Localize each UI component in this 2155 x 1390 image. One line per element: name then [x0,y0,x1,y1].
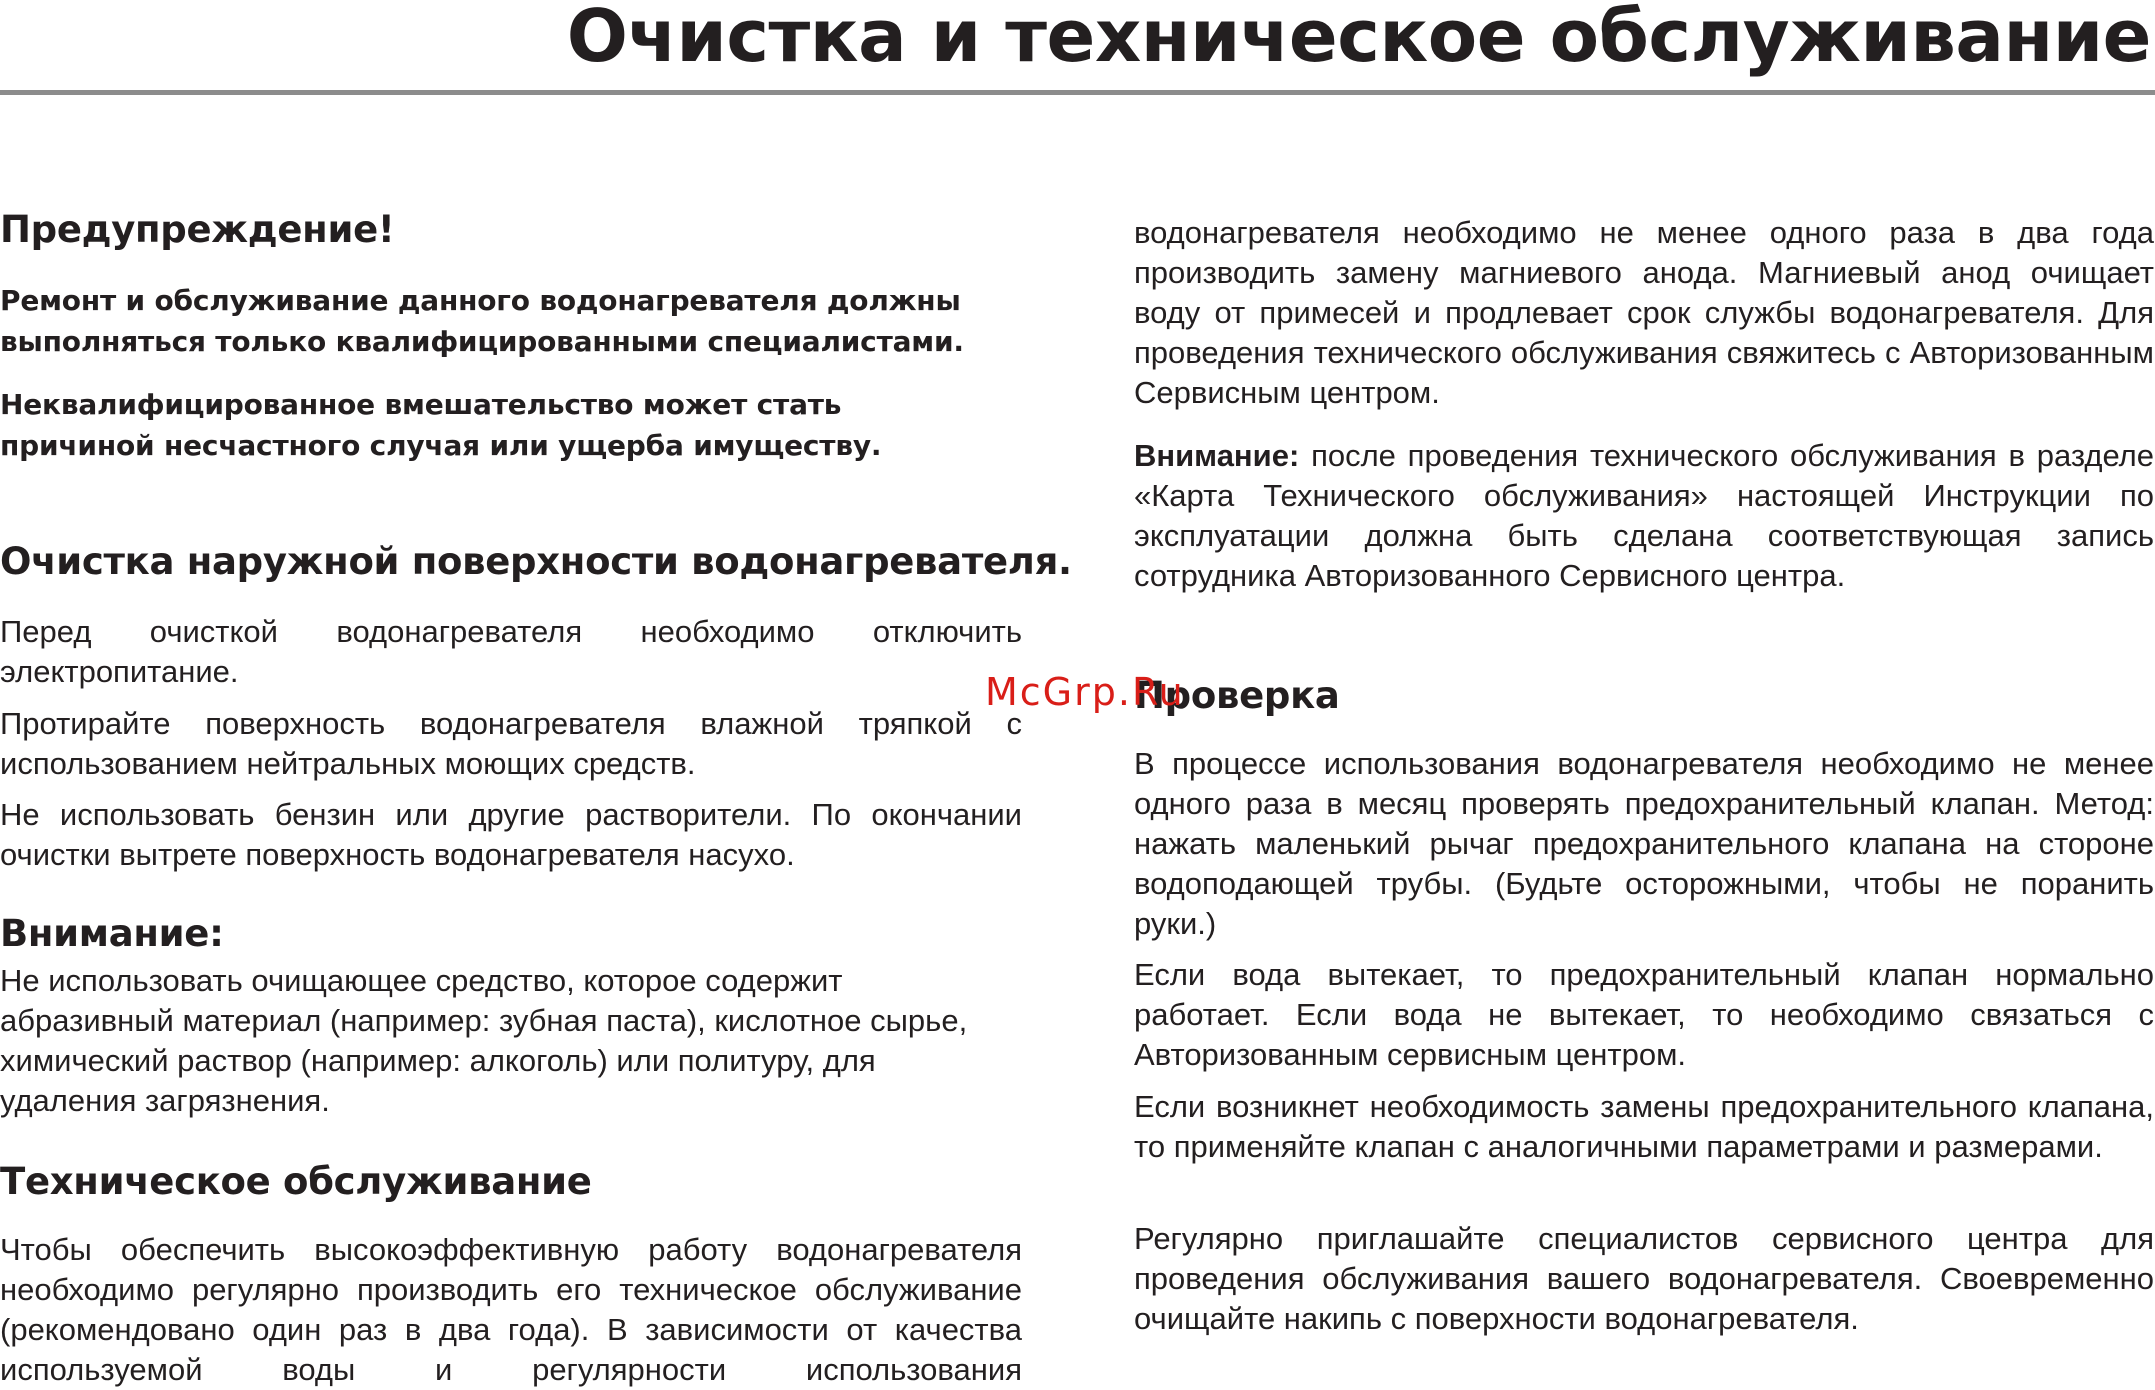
maintenance-heading: Техническое обслуживание [0,1160,592,1203]
page-title: Очистка и техническое обслуживание [566,0,2151,78]
maintenance-note-text: после проведения технического обслуживания в разделе «Карта Технического обслуживания» настоящей Инструкции по эксплуатации должна быть сделана соответствующая запись сотрудника Авторизованного Сервисного центра. [1134,438,2154,593]
attention-paragraph: Не использовать очищающее средство, которое содержит абразивный материал (например: зубная паста), кислотное сырье, химический раствор (например: алкоголь) или политуру, для удаления загрязнения. [0,963,968,1118]
maintenance-note-label: Внимание: [1134,438,1300,473]
check-paragraph-service: Регулярно приглашайте специалистов сервисного центра для проведения обслуживания вашего водонагревателя. Своевременно очищайте накипь с поверхности водонагревателя. [1134,1221,2154,1336]
attention-heading: Внимание: [0,912,224,955]
maintenance-note [1134,436,2154,596]
cleaning-heading: Очистка наружной поверхности водонагревателя. [0,540,1072,583]
maintenance-paragraph: Чтобы обеспечить высокоэффективную работу водонагревателя необходимо регулярно производить его техническое обслуживание (рекомендовано один раз в два года). В зависимости от качества используемой воды и регулярности использования [0,1232,1022,1387]
title-divider [0,90,2155,95]
check-heading: Проверка [1134,674,1340,717]
warning-text-unqualified: Неквалифицированное вмешательство может стать причиной несчастного случая или ущерба имуществу. [0,388,882,462]
warning-heading: Предупреждение! [0,208,395,251]
check-paragraph-replacement: Если возникнет необходимость замены предохранительного клапана, то применяйте клапан с аналогичными параметрами и размерами. [1134,1089,2154,1164]
cleaning-paragraph-cloth: Протирайте поверхность водонагревателя влажной тряпкой с использованием нейтральных моющих средств. [0,706,1022,781]
cleaning-paragraph-power: Перед очисткой водонагревателя необходимо отключить электропитание. [0,614,1022,689]
watermark: McGrp.Ru [985,670,1185,714]
warning-text-qualified: Ремонт и обслуживание данного водонагревателя должны выполняться только квалифицированными специалистами. [0,284,964,358]
check-paragraph-leak: Если вода вытекает, то предохранительный клапан нормально работает. Если вода не вытекает, то необходимо связаться с Авторизованным сервисным центром. [1134,957,2154,1072]
check-paragraph-method: В процессе использования водонагревателя необходимо не менее одного раза в месяц проверять предохранительный клапан. Метод: нажать маленький рычаг предохранительного клапана на стороне водоподающей трубы. (Будьте осторожными, чтобы не поранить руки.) [1134,746,2154,941]
maintenance-paragraph-continued: водонагревателя необходимо не менее одного раза в два года производить замену магниевого анода. Магниевый анод очищает воду от примесей и продлевает срок службы водонагревателя. Для проведения технического обслуживания свяжитесь с Авторизованным Сервисным центром. [1134,215,2154,410]
cleaning-paragraph-solvents: Не использовать бензин или другие растворители. По окончании очистки вытрете поверхность водонагревателя насухо. [0,797,1022,872]
